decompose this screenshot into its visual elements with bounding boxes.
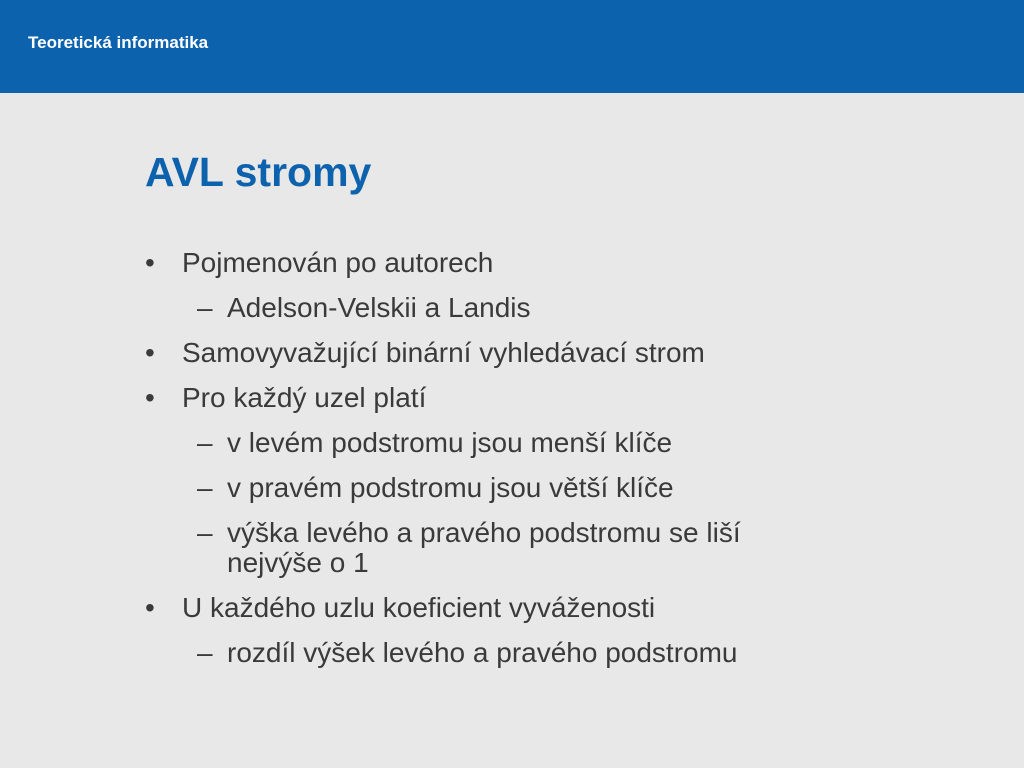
header-bar [0,0,1024,93]
bullet-text: Pojmenován po autorech [182,247,494,278]
sub-bullet-text: Adelson-Velskii a Landis [227,292,531,323]
bullet-item [0,241,1024,286]
sub-bullet-item [0,466,1024,511]
sub-bullet-text: v pravém podstromu jsou větší klíče [227,472,674,503]
bullet-marker: • [145,337,155,368]
sub-bullet-item [0,511,1024,586]
sub-bullet-item [0,421,1024,466]
sub-bullet-text: rozdíl výšek levého a pravého podstromu [227,637,738,668]
dash-marker: – [197,472,213,503]
bullet-marker: • [145,382,155,413]
dash-marker: – [197,292,213,323]
bullet-item [0,586,1024,631]
course-title: Teoretická informatika [28,33,209,52]
sub-bullet-item [0,286,1024,331]
dash-marker: – [197,427,213,458]
bullet-item [0,331,1024,376]
bullet-item [0,376,1024,421]
sub-bullet-item [0,631,1024,676]
dash-marker: – [197,517,213,548]
dash-marker: – [197,637,213,668]
slide-title: AVL stromy [145,149,372,195]
bullet-marker: • [145,592,155,623]
bullet-text: Pro každý uzel platí [182,382,427,413]
bullet-list [0,241,1024,676]
bullet-text: U každého uzlu koeficient vyváženosti [182,592,656,623]
sub-bullet-text: v levém podstromu jsou menší klíče [227,427,673,458]
sub-bullet-text: výška levého a pravého podstromu se liší nejvýše o 1 [227,517,741,578]
bullet-marker: • [145,247,155,278]
bullet-text: Samovyvažující binární vyhledávací strom [182,337,705,368]
